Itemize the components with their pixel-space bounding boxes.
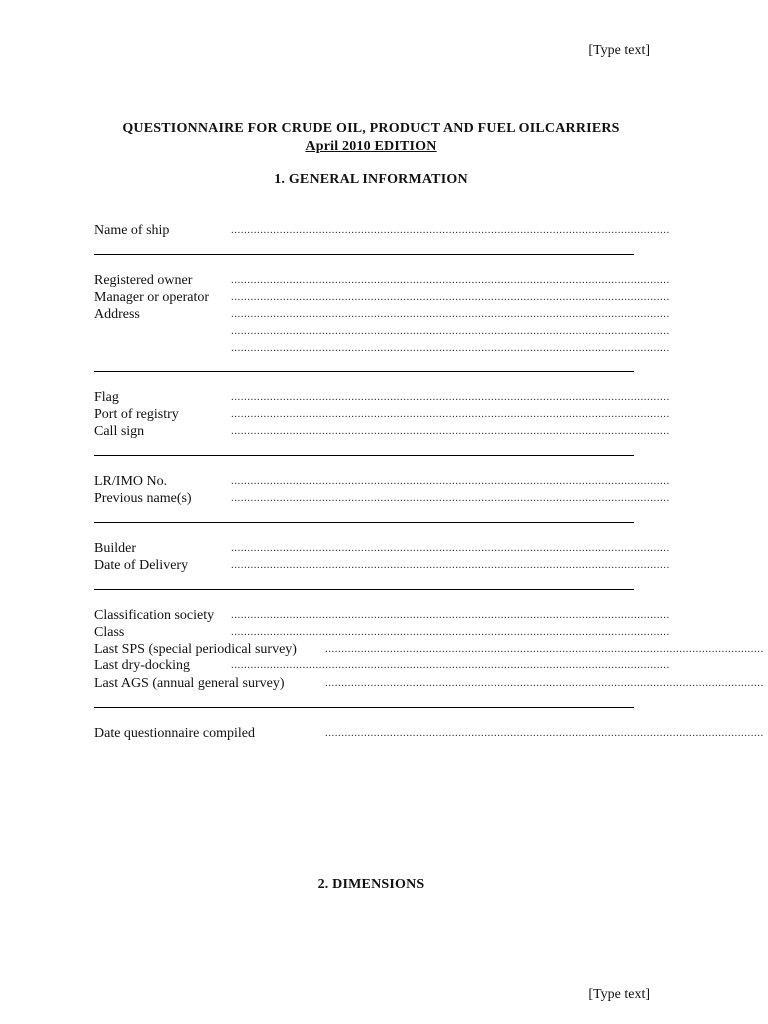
field-label: Previous name(s) — [94, 491, 192, 506]
fill-in-line: ....................................................................................................................................... — [325, 643, 764, 655]
fill-in-line: ....................................................................................................................................... — [231, 609, 670, 621]
fill-in-line: ....................................................................................................................................... — [231, 308, 670, 320]
fill-in-line: ....................................................................................................................................... — [231, 659, 670, 671]
fill-in-line: ....................................................................................................................................... — [231, 542, 670, 554]
document-title: QUESTIONNAIRE FOR CRUDE OIL, PRODUCT AND FUEL OILCARRIERS — [122, 121, 620, 136]
field-label: Last dry-docking — [94, 658, 191, 673]
field-label: Call sign — [94, 424, 145, 439]
page-header: [Type text] — [588, 43, 650, 58]
section-divider — [94, 455, 634, 456]
section-divider — [94, 371, 634, 372]
field-label: Date questionnaire compiled — [94, 726, 255, 741]
field-label: Date of Delivery — [94, 558, 189, 573]
fill-in-line: ....................................................................................................................................... — [231, 559, 670, 571]
fill-in-line: ....................................................................................................................................... — [231, 224, 670, 236]
fill-in-line: ....................................................................................................................................... — [325, 677, 764, 689]
field-label: Address — [94, 307, 140, 322]
fill-in-line: ....................................................................................................................................... — [231, 425, 670, 437]
section-divider — [94, 522, 634, 523]
field-label: Name of ship — [94, 223, 170, 238]
section-heading-general-information: 1. GENERAL INFORMATION — [274, 172, 468, 187]
field-label: Registered owner — [94, 273, 193, 288]
fill-in-line: ....................................................................................................................................... — [325, 727, 764, 739]
field-label: Last AGS (annual general survey) — [94, 676, 285, 691]
fill-in-line: ....................................................................................................................................... — [231, 325, 670, 337]
section-divider — [94, 707, 634, 708]
field-label: Classification society — [94, 608, 215, 623]
section-heading-dimensions: 2. DIMENSIONS — [317, 877, 425, 892]
field-label: Class — [94, 625, 125, 640]
fill-in-line: ....................................................................................................................................... — [231, 408, 670, 420]
field-label: Flag — [94, 390, 119, 405]
fill-in-line: ....................................................................................................................................... — [231, 291, 670, 303]
field-label: LR/IMO No. — [94, 474, 168, 489]
edition-subtitle: April 2010 EDITION — [305, 139, 437, 154]
field-label: Manager or operator — [94, 290, 210, 305]
field-label: Last SPS (special periodical survey) — [94, 642, 297, 657]
fill-in-line: ....................................................................................................................................... — [231, 475, 670, 487]
fill-in-line: ....................................................................................................................................... — [231, 492, 670, 504]
fill-in-line: ....................................................................................................................................... — [231, 342, 670, 354]
field-label: Port of registry — [94, 407, 179, 422]
fill-in-line: ....................................................................................................................................... — [231, 391, 670, 403]
fill-in-line: ....................................................................................................................................... — [231, 274, 670, 286]
fill-in-line: ....................................................................................................................................... — [231, 626, 670, 638]
section-divider — [94, 254, 634, 255]
field-label: Builder — [94, 541, 136, 556]
page-footer: [Type text] — [588, 987, 650, 1002]
section-divider — [94, 589, 634, 590]
